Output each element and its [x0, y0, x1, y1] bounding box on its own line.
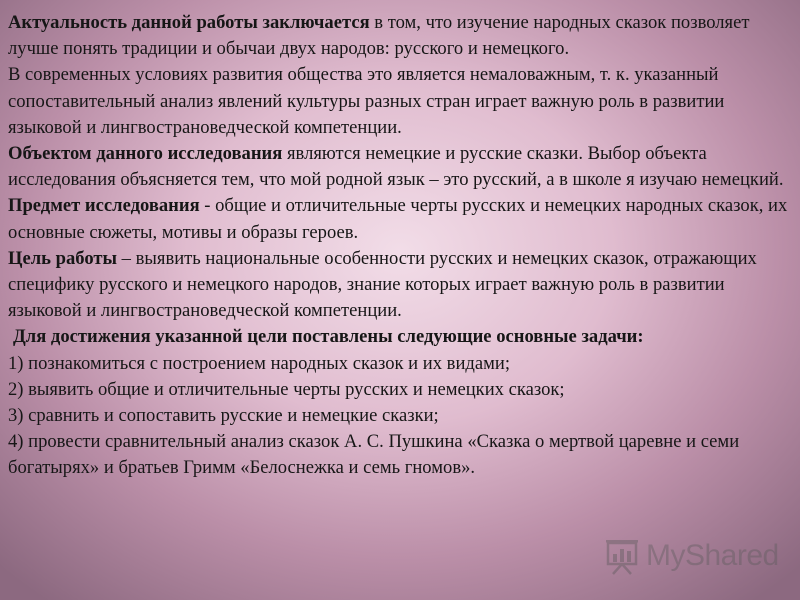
object-paragraph	[8, 141, 792, 193]
context-text: В современных условиях развития общества это является немаловажным, т. к. указанный сопоставительный анализ явлений культуры разных стран играет важную роль в развитии языковой и лингвострановедческой компетенции.	[8, 64, 725, 138]
subject-paragraph	[8, 193, 792, 245]
goal-heading: Цель работы	[8, 247, 118, 269]
goal-paragraph	[8, 246, 792, 325]
task-item: 3) сравнить и сопоставить русские и немецкие сказки;	[8, 405, 439, 427]
task-item: 2) выявить общие и отличительные черты русских и немецких сказок;	[8, 378, 565, 400]
subject-text: - общие и отличительные черты русских и немецких народных сказок, их основные сюжеты, мотивы и образы героев.	[8, 195, 788, 243]
task-item: 1) познакомиться с построением народных сказок и их видами;	[8, 352, 511, 374]
subject-heading: Предмет исследования	[8, 195, 200, 217]
context-paragraph	[8, 62, 792, 141]
watermark-logo	[604, 536, 779, 576]
relevance-heading: Актуальность данной работы заключается	[8, 12, 370, 33]
object-heading: Объектом данного исследования	[8, 143, 283, 165]
presentation-board-icon	[604, 536, 640, 576]
watermark-text: MyShared	[646, 539, 779, 572]
goal-text: – выявить национальные особенности русских и немецких сказок, отражающих специфику русского и немецкого народов, знание которых играет важную роль в развитии языковой и лингвострановедческой компетенции.	[8, 247, 757, 322]
relevance-paragraph	[8, 10, 792, 62]
object-text: являются немецкие и русские сказки. Выбор объекта исследования объясняется тем, что мой родной язык – это русский, а в школе я изучаю немецкий.	[8, 143, 784, 191]
slide-body	[8, 10, 792, 482]
tasks-heading: Для достижения указанной цели поставлены следующие основные задачи:	[13, 326, 644, 348]
task-item: 4) провести сравнительный анализ сказок А. С. Пушкина «Сказка о мертвой царевне и семи богатырях» и братьев Гримм «Белоснежка и семь гномов».	[8, 431, 740, 479]
relevance-text: в том, что изучение народных сказок позволяет лучше понять традиции и обычаи двух народов: русского и немецкого.	[8, 12, 750, 60]
